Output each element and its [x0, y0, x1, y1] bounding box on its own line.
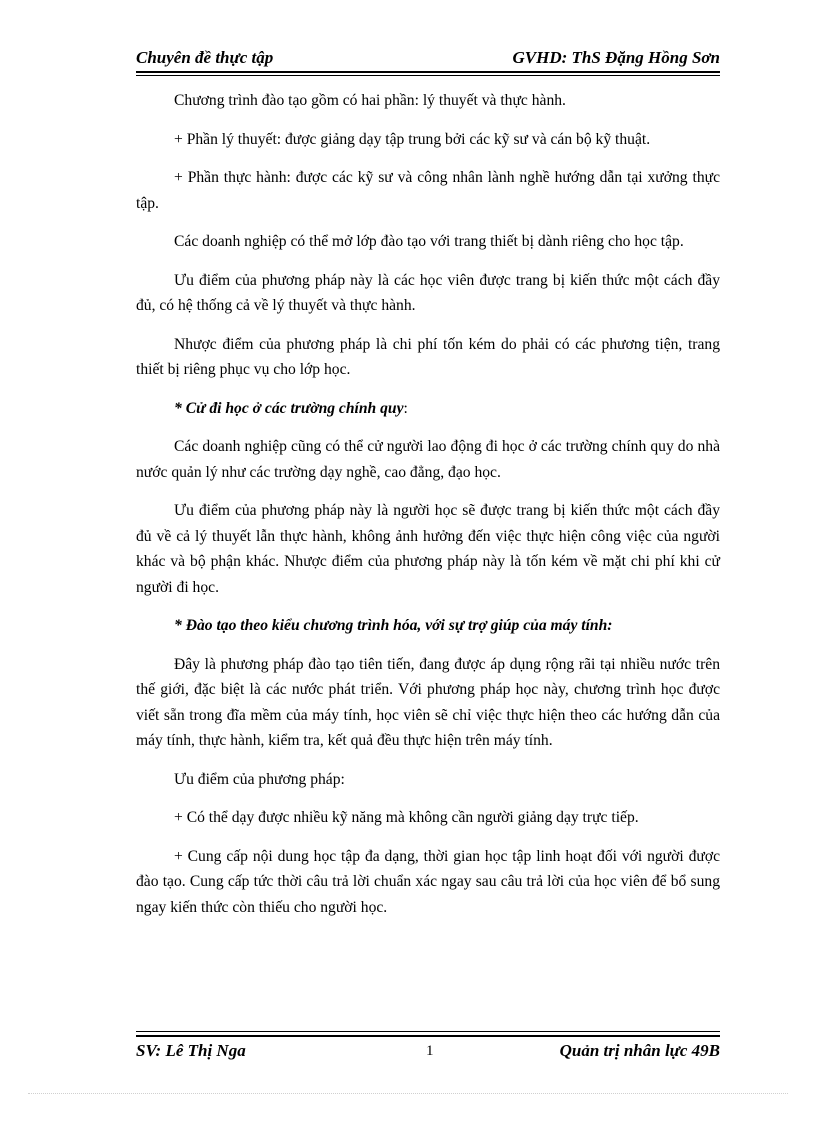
paragraph: Chương trình đào tạo gồm có hai phần: lý thuyết và thực hành. — [174, 92, 566, 109]
header-title: Chuyên đề thực tập — [136, 48, 274, 67]
paragraph: + Phần lý thuyết: được giảng dạy tập trung bởi các kỹ sư và cán bộ kỹ thuật. — [174, 130, 651, 148]
footer-rule-thick — [136, 1035, 720, 1037]
footer-rule-thin — [136, 1031, 720, 1032]
paragraph: Ưu điểm của phương pháp này là người học sẽ được trang bị kiến thức một cách đầy đủ về cả lý thuyết lẫn thực hành, không ảnh hưởng đến việc thực hiện công việc của người khác và bộ phận khác. Nhược điểm của phương pháp này là tốn kém về mặt chi phí khi cử người đi học. — [136, 502, 720, 596]
paragraph: Ưu điểm của phương pháp này là các học viên được trang bị kiến thức một cách đầy đủ, có hệ thống cả về lý thuyết và thực hành. — [136, 271, 720, 314]
paragraph: + Phần thực hành: được các kỹ sư và công nhân lành nghề hướng dẫn tại xưởng thực tập. — [136, 169, 720, 212]
paragraph: Nhược điểm của phương pháp là chi phí tốn kém do phải có các phương tiện, trang thiết bị riêng phục vụ cho lớp học. — [136, 335, 720, 378]
section-heading-text: * Cử đi học ở các trường chính quy — [174, 399, 404, 417]
paragraph: Các doanh nghiệp cũng có thể cử người lao động đi học ở các trường chính quy do nhà nước quản lý như các trường dạy nghề, cao đẳng, đạo học. — [136, 438, 720, 481]
section-heading: * Đào tạo theo kiểu chương trình hóa, với sự trợ giúp của máy tính: — [174, 617, 613, 634]
page-header — [136, 46, 720, 72]
paragraph: Các doanh nghiệp có thể mở lớp đào tạo với trang thiết bị dành riêng cho học tập. — [174, 233, 684, 250]
section-heading-colon: : — [403, 399, 408, 417]
page-bottom-divider — [28, 1093, 788, 1094]
paragraph: Ưu điểm của phương pháp: — [174, 770, 345, 788]
header-rule-thick — [136, 71, 720, 73]
page-number: 1 — [426, 1043, 434, 1059]
header-supervisor: GVHD: ThS Đặng Hồng Sơn — [512, 48, 720, 67]
paragraph: + Cung cấp nội dung học tập đa dạng, thời gian học tập linh hoạt đối với người được đào tạo. Cung cấp tức thời câu trả lời chuẩn xác ngay sau câu trả lời của học viên để bổ sung ngay kiến thức còn thiếu cho người học. — [136, 847, 720, 916]
document-body — [136, 88, 720, 933]
paragraph: + Có thể dạy được nhiều kỹ năng mà không cần người giảng dạy trực tiếp. — [174, 809, 639, 826]
page-footer — [136, 1041, 720, 1065]
section-heading — [136, 396, 720, 422]
header-rule-thin — [136, 75, 720, 76]
footer-student: SV: Lê Thị Nga — [136, 1041, 246, 1060]
footer-class: Quản trị nhân lực 49B — [559, 1041, 720, 1060]
paragraph: Đây là phương pháp đào tạo tiên tiến, đang được áp dụng rộng rãi tại nhiều nước trên thế giới, đặc biệt là các nước phát triển. Với phương pháp học này, chương trình học được viết sẵn trong đĩa mềm của máy tính, học viên sẽ chỉ việc thực hiện theo các hướng dẫn của máy tính, thực hành, kiểm tra, kết quả đều thực hiện trên máy tính. — [136, 655, 720, 749]
